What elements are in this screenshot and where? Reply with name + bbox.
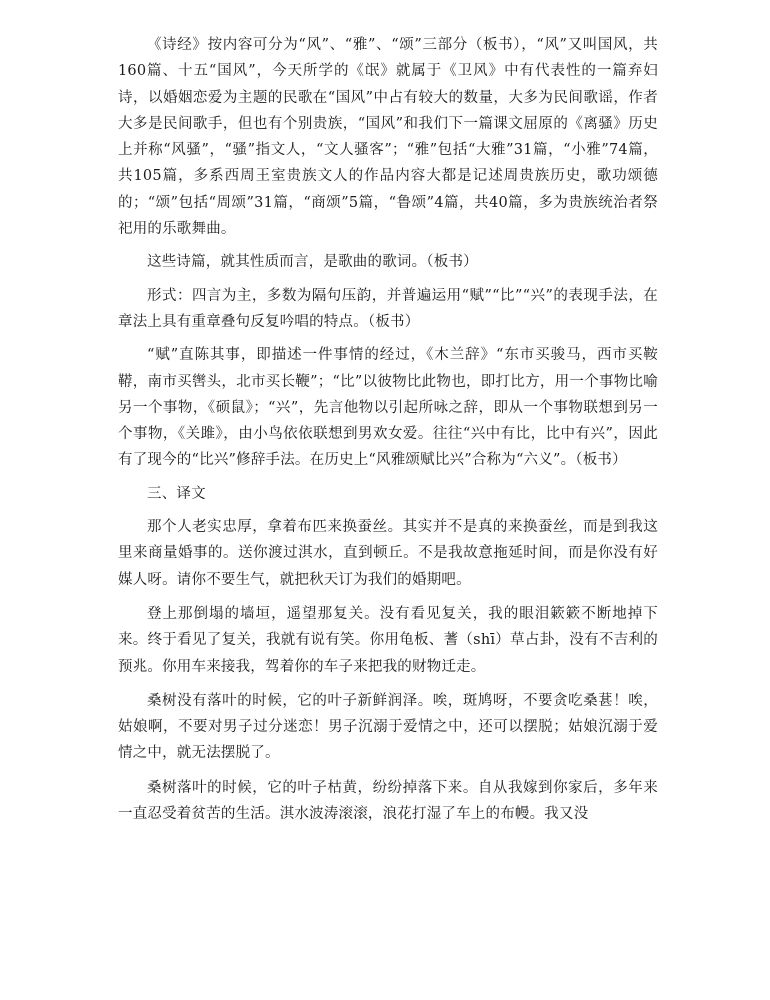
document-page [118,32,658,827]
paragraph-fu-bi-xing: “赋”直陈其事，即描述一件事情的经过，《木兰辞》“东市买骏马，西市买鞍鞯，南市买辔头，北市买长鞭”；“比”以彼物比此物也，即打比方，用一个事物比喻另一个事物，《硕鼠》；“兴”，先言他物以引起所咏之辞，即从一个事物联想到另一个事物，《关雎》，由小鸟依依联想到男欢女爱。往往“兴中有比，比中有兴”，因此有了现今的“比兴”修辞手法。在历史上“风雅颂赋比兴”合称为“六义”。（板书） [118,347,658,469]
paragraph-translation-3: 桑树没有落叶的时候，它的叶子新鲜润泽。唉，斑鸠呀，不要贪吃桑葚！唉，姑娘啊，不要对男子过分迷恋！男子沉溺于爱情之中，还可以摆脱；姑娘沉溺于爱情之中，就无法摆脱了。 [118,692,658,762]
section-heading-translation: 三、译文 [147,485,206,502]
paragraph-translation-2: 登上那倒塌的墙垣，遥望那复关。没有看见复关，我的眼泪簌簌不断地掉下来。终于看见了复关，我就有说有笑。你用龟板、蓍（shī）草占卦，没有不吉利的预兆。你用车来接我，驾着你的车子来把我的财物迁走。 [118,605,658,675]
paragraph-nature: 这些诗篇，就其性质而言，是歌曲的歌词。（板书） [147,254,478,271]
paragraph-translation-4: 桑树落叶的时候，它的叶子枯黄，纷纷掉落下来。自从我嫁到你家后，多年来一直忍受着贫苦的生活。淇水波涛滚滚，浪花打湿了车上的布幔。我又没 [118,779,658,823]
paragraph-shijing-overview: 《诗经》按内容可分为“风”、“雅”、“颂”三部分（板书），“风”又叫国风，共160篇、十五“国风”，今天所学的《氓》就属于《卫风》中有代表性的一篇弃妇诗，以婚姻恋爱为主题的民歌在“国风”中占有较大的数量，大多为民间歌谣，作者大多是民间歌手，但也有个别贵族，“国风”和我们下一篇课文屈原的《离骚》历史上并称“风骚”，“骚”指文人，“文人骚客”；“雅”包括“大雅”31篇，“小雅”74篇，共105篇，多系西周王室贵族文人的作品内容大都是记述周贵族历史，歌功颂德的；“颂”包括“周颂”31篇，“商颂”5篇，“鲁颂”4篇，共40篇，多为贵族统治者祭祀用的乐歌舞曲。 [118,37,658,238]
paragraph-form: 形式：四言为主，多数为隔句压韵，并普遍运用“赋”“比”“兴”的表现手法，在章法上具有重章叠句反复吟唱的特点。（板书） [118,287,658,330]
paragraph-translation-1: 那个人老实忠厚，拿着布匹来换蚕丝。其实并不是真的来换蚕丝，而是到我这里来商量婚事的。送你渡过淇水，直到顿丘。不是我故意拖延时间，而是你没有好媒人呀。请你不要生气，就把秋天订为我们的婚期吧。 [118,519,658,588]
